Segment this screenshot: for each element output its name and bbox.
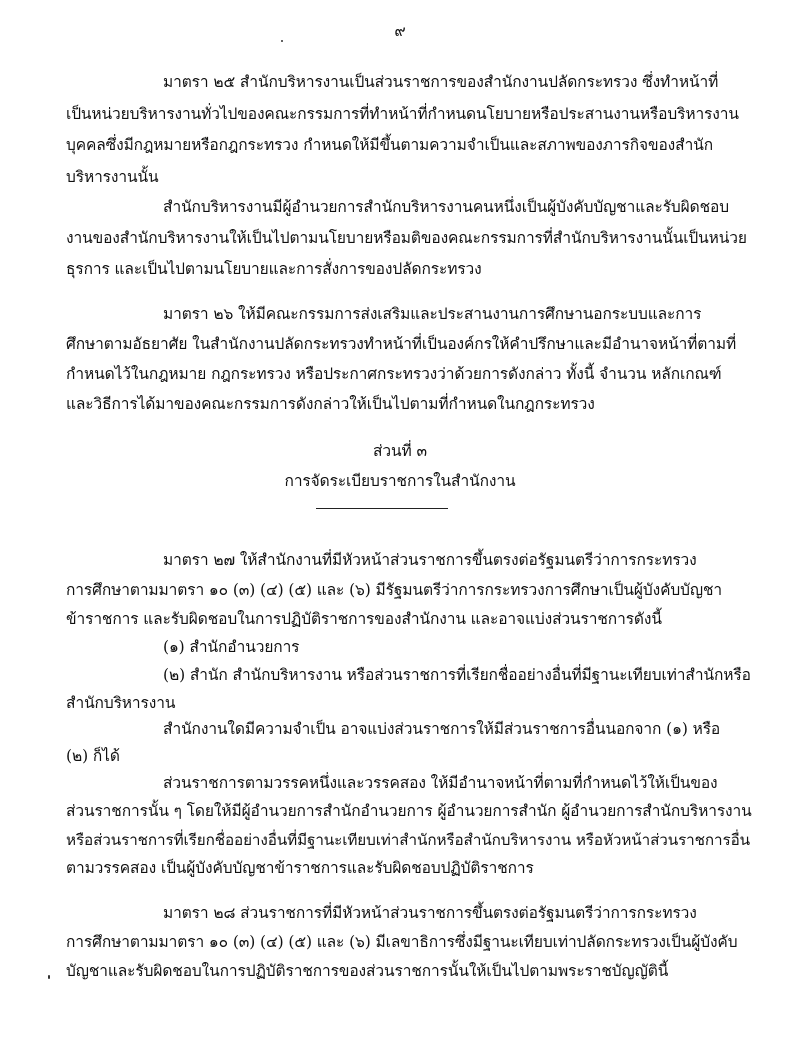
section-27-item-1: (๑) สำนักอำนวยการ bbox=[163, 638, 300, 656]
section-27-item-2-line-1: (๒) สำนัก สำนักบริหารงาน หรือส่วนราชการที่เรียกชื่ออย่างอื่นที่มีฐานะเทียบเท่าสำนักหรือ bbox=[163, 666, 751, 684]
part-heading: ส่วนที่ ๓ bbox=[373, 442, 427, 460]
part-subheading: การจัดระเบียบราชการในสำนักงาน bbox=[284, 472, 516, 490]
section-25-line-4: บริหารงานนั้น bbox=[66, 168, 159, 186]
section-27-para2-line-1: สำนักงานใดมีความจำเป็น อาจแบ่งส่วนราชการให้มีส่วนราชการอื่นนอกจาก (๑) หรือ bbox=[163, 720, 721, 738]
section-27-para3-line-3: หรือส่วนราชการที่เรียกชื่ออย่างอื่นที่มีฐานะเทียบเท่าสำนักหรือสำนักบริหารงาน หรือหัวหน้าส่วนราชการอื่น bbox=[66, 831, 750, 849]
section-25-para2-line-1: สำนักบริหารงานมีผู้อำนวยการสำนักบริหารงานคนหนึ่งเป็นผู้บังคับบัญชาและรับผิดชอบ bbox=[163, 198, 729, 216]
section-27-line-3: ข้าราชการ และรับผิดชอบในการปฏิบัติราชการของสำนักงาน และอาจแบ่งส่วนราชการดังนี้ bbox=[66, 610, 662, 628]
scan-speck bbox=[281, 40, 283, 42]
page-number: ๙ bbox=[394, 22, 406, 40]
section-25-line-2: เป็นหน่วยบริหารงานทั่วไปของคณะกรรมการที่ทำหน้าที่กำหนดนโยบายหรือประสานงานหรือบริหารงาน bbox=[66, 105, 739, 123]
section-28-line-2: การศึกษาตามมาตรา ๑๐ (๓) (๔) (๕) และ (๖) มีเลขาธิการซึ่งมีฐานะเทียบเท่าปลัดกระทรวงเป็นผู้บังคับ bbox=[66, 933, 738, 951]
section-27-para3-line-1: ส่วนราชการตามวรรคหนึ่งและวรรคสอง ให้มีอำนาจหน้าที่ตามที่กำหนดไว้ให้เป็นของ bbox=[163, 774, 718, 792]
section-25-para2-line-2: งานของสำนักบริหารงานให้เป็นไปตามนโยบายหรือมติของคณะกรรมการที่สำนักบริหารงานนั้นเป็นหน่วย bbox=[66, 229, 747, 247]
section-26-line-3: กำหนดไว้ในกฎหมาย กฎกระทรวง หรือประกาศกระทรวงว่าด้วยการดังกล่าว ทั้งนี้ จำนวน หลักเกณฑ์ bbox=[66, 365, 722, 383]
section-27-para3-line-4: ตามวรรคสอง เป็นผู้บังคับบัญชาข้าราชการและรับผิดชอบปฏิบัติราชการ bbox=[66, 859, 534, 877]
section-26-line-4: และวิธีการได้มาของคณะกรรมการดังกล่าวให้เป็นไปตามที่กำหนดในกฎกระทรวง bbox=[66, 395, 595, 413]
section-27-para3-line-2: ส่วนราชการนั้น ๆ โดยให้มีผู้อำนวยการสำนักอำนวยการ ผู้อำนวยการสำนัก ผู้อำนวยการสำนักบริหารงาน bbox=[66, 802, 752, 820]
section-27-line-1: มาตรา ๒๗ ให้สำนักงานที่มีหัวหน้าส่วนราชการขึ้นตรงต่อรัฐมนตรีว่าการกระทรวง bbox=[163, 551, 697, 569]
section-28-line-1: มาตรา ๒๘ ส่วนราชการที่มีหัวหน้าส่วนราชการขึ้นตรงต่อรัฐมนตรีว่าการกระทรวง bbox=[163, 904, 697, 922]
section-27-para2-line-2: (๒) ก็ได้ bbox=[66, 747, 120, 765]
heading-underline bbox=[316, 508, 448, 509]
section-25-para2-line-3: ธุรการ และเป็นไปตามนโยบายและการสั่งการของปลัดกระทรวง bbox=[66, 260, 482, 278]
scan-speck bbox=[48, 975, 50, 979]
section-26-line-1: มาตรา ๒๖ ให้มีคณะกรรมการส่งเสริมและประสานงานการศึกษานอกระบบและการ bbox=[163, 305, 702, 323]
section-28-line-3: บัญชาและรับผิดชอบในการปฏิบัติราชการของส่วนราชการนั้นให้เป็นไปตามพระราชบัญญัตินี้ bbox=[66, 962, 669, 980]
section-25-line-1: มาตรา ๒๕ สำนักบริหารงานเป็นส่วนราชการของสำนักงานปลัดกระทรวง ซึ่งทำหน้าที่ bbox=[163, 73, 719, 91]
section-27-item-2-line-2: สำนักบริหารงาน bbox=[66, 694, 176, 712]
section-26-line-2: ศึกษาตามอัธยาศัย ในสำนักงานปลัดกระทรวงทำหน้าที่เป็นองค์กรให้คำปรึกษาและมีอำนาจหน้าที่ตามที่ bbox=[66, 335, 737, 353]
section-25-line-3: บุคคลซึ่งมีกฎหมายหรือกฎกระทรวง กำหนดให้มีขึ้นตามความจำเป็นและสภาพของภารกิจของสำนัก bbox=[66, 136, 713, 154]
section-27-line-2: การศึกษาตามมาตรา ๑๐ (๓) (๔) (๕) และ (๖) มีรัฐมนตรีว่าการกระทรวงการศึกษาเป็นผู้บังคับบัญชา bbox=[66, 581, 722, 599]
